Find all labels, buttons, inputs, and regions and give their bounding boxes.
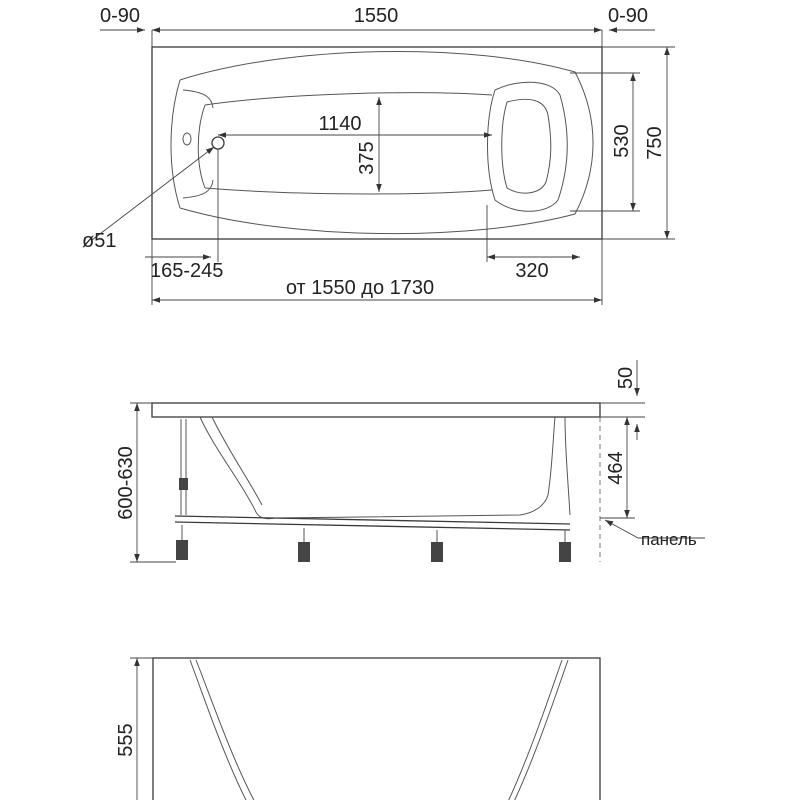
dim-total-width: 750: [644, 126, 666, 160]
front-panel: [153, 658, 600, 800]
foot: [559, 542, 571, 562]
headrest-outline: [488, 82, 568, 211]
tub-right-wall: [565, 417, 570, 515]
dim-total-length: от 1550 до 1730: [285, 277, 435, 299]
tub-body-inner-line: [212, 417, 262, 505]
overflow-hole: [183, 133, 191, 145]
dim-depth: 464: [605, 451, 627, 485]
tub-body-side: [200, 417, 555, 519]
dim-drain-diameter: ø51: [82, 230, 117, 252]
tub-rim-side: [152, 403, 600, 417]
panel-view: [115, 658, 600, 800]
top-view: [82, 5, 675, 305]
side-view: [115, 360, 705, 562]
dim-inner-width: 375: [356, 141, 378, 175]
panel-right-curve: [505, 660, 562, 800]
dim-left-margin: 0-90: [99, 5, 141, 27]
foot: [431, 542, 443, 562]
bowl-left-end: [171, 80, 180, 208]
dim-headrest-width: 530: [611, 124, 633, 158]
panel-left-curve: [190, 660, 250, 800]
dim-inner-length: 1140: [318, 113, 362, 135]
dim-headrest-length: 320: [515, 260, 549, 282]
dim-rim: 50: [615, 366, 637, 390]
dim-right-margin: 0-90: [607, 5, 649, 27]
bottom-left-curve: [198, 105, 205, 188]
headrest-inner: [502, 99, 551, 193]
bowl-outer-contour: [180, 51, 593, 233]
dim-height-range: 600-630: [115, 446, 137, 520]
foot: [176, 540, 188, 560]
bowl-inner-bottom: [205, 93, 492, 194]
dim-panel-height: 555: [115, 723, 137, 757]
dim-drain-offset: 165-245: [150, 260, 224, 282]
dim-length: 1550: [353, 5, 399, 27]
tub-feet: [176, 525, 571, 562]
panel-label: панель: [641, 530, 697, 549]
foot: [298, 542, 310, 562]
